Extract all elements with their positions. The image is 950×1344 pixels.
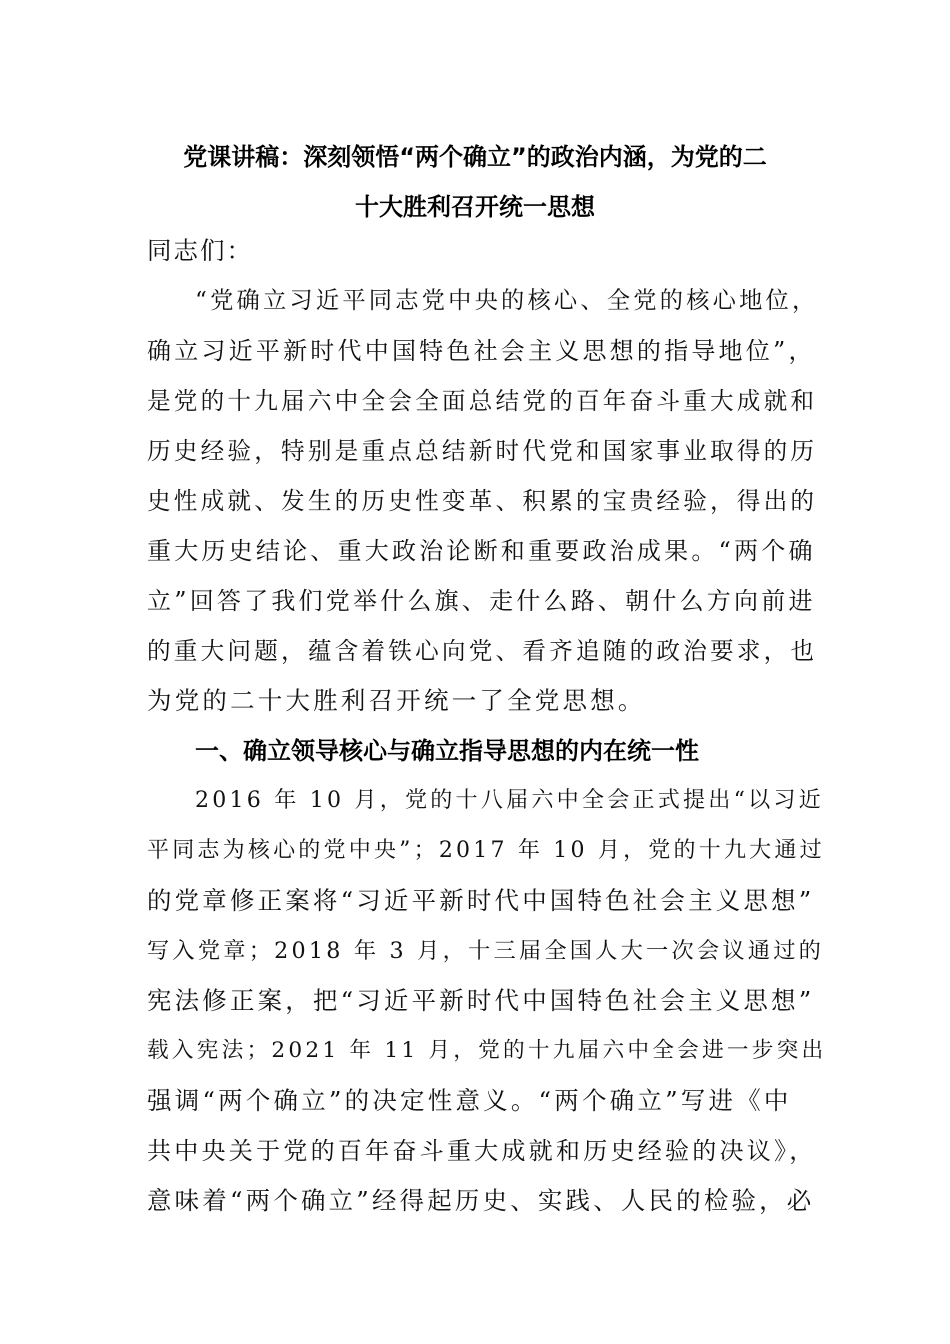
section-paragraph-line: 宪法修正案，把“习近平新时代中国特色社会主义思想” <box>147 986 815 1015</box>
section-heading: 一、确立领导核心与确立指导思想的内在统一性 <box>195 737 699 765</box>
section-paragraph-line: 2016 年 10 月，党的十八届六中全会正式提出“以习近 <box>195 788 824 813</box>
document-title-line-1: 党课讲稿：深刻领悟“两个确立”的政治内涵，为党的二 <box>183 143 767 171</box>
section-paragraph-line: 共中央关于党的百年奋斗重大成就和历史经验的决议》， <box>147 1137 817 1165</box>
intro-paragraph-line: 为党的二十大胜利召开统一了全党思想。 <box>147 686 646 715</box>
section-paragraph-line: 平同志为核心的党中央”；2017 年 10 月，党的十九大通过 <box>147 838 825 863</box>
section-paragraph-line: 意味着“两个确立”经得起历史、实践、人民的检验，必 <box>147 1186 815 1215</box>
section-paragraph-line: 写入党章；2018 年 3 月，十三届全国人大一次会议通过的 <box>147 938 825 964</box>
intro-paragraph-line: 是党的十九届六中全会全面总结党的百年奋斗重大成就和 <box>147 387 818 415</box>
section-paragraph-line: 载入宪法；2021 年 11 月，党的十九届六中全会进一步突出 <box>147 1038 827 1063</box>
intro-paragraph-line: 史性成就、发生的历史性变革、积累的宝贵经验，得出的 <box>147 487 818 515</box>
section-paragraph-line: 强调“两个确立”的决定性意义。“两个确立”写进《中 <box>147 1086 792 1115</box>
intro-paragraph-line: 确立习近平新时代中国特色社会主义思想的指导地位”， <box>147 337 816 365</box>
document-title-line-2: 十大胜利召开统一思想 <box>355 193 595 221</box>
intro-paragraph-line: 重大历史结论、重大政治论断和重要政治成果。“两个确 <box>147 537 816 565</box>
salutation: 同志们： <box>147 236 253 265</box>
intro-paragraph-line: “党确立习近平同志党中央的核心、全党的核心地位， <box>195 287 819 314</box>
intro-paragraph-line: 的重大问题，蕴含着铁心向党、看齐追随的政治要求，也 <box>147 637 818 665</box>
intro-paragraph-line: 历史经验，特别是重点总结新时代党和国家事业取得的历 <box>147 437 818 465</box>
intro-paragraph-line: 立”回答了我们党举什么旗、走什么路、朝什么方向前进 <box>147 587 816 615</box>
section-paragraph-line: 的党章修正案将“习近平新时代中国特色社会主义思想” <box>147 886 815 915</box>
